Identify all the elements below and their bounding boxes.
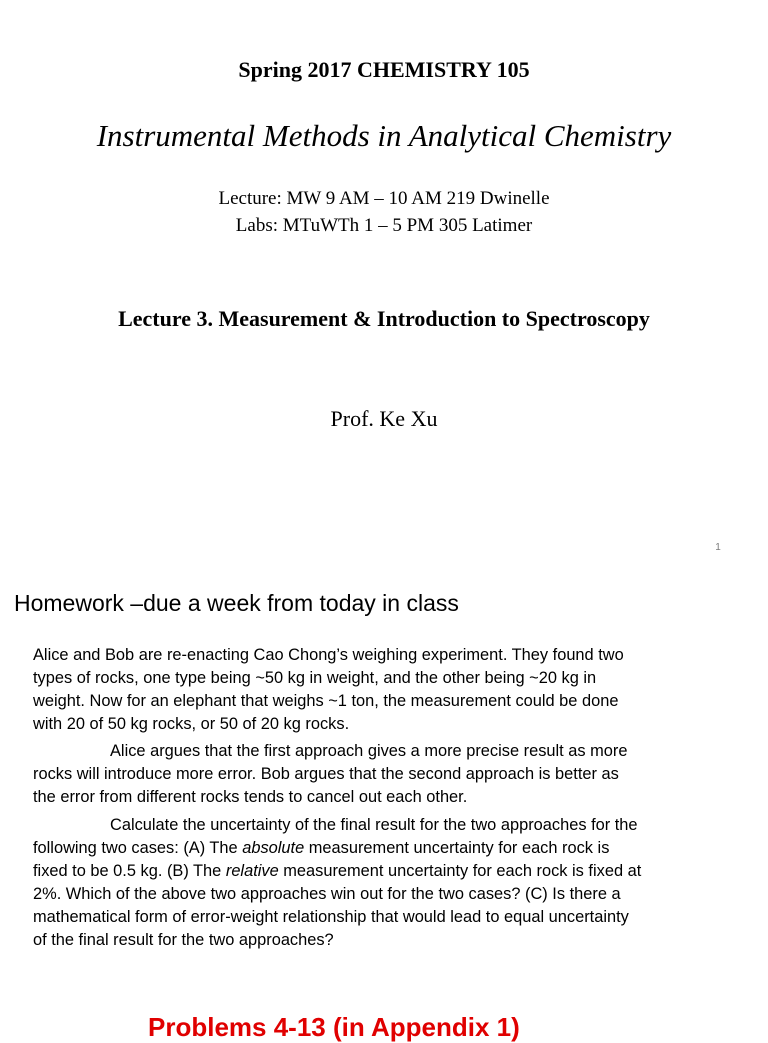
paragraph-line <box>33 837 758 860</box>
text-run: fixed to be 0.5 kg. (B) The <box>33 862 226 880</box>
paragraph-line <box>33 860 758 883</box>
paragraph-line: Alice and Bob are re-enacting Cao Chong’s weighing experiment. They found two <box>33 646 624 664</box>
paragraph-line: mathematical form of error-weight relationship that would lead to equal uncertainty <box>33 908 629 926</box>
paragraph-line: weight. Now for an elephant that weighs ~1 ton, the measurement could be done <box>33 692 619 710</box>
paragraph-line: types of rocks, one type being ~50 kg in weight, and the other being ~20 kg in <box>33 669 597 687</box>
text-run: measurement uncertainty for each rock is <box>304 839 610 857</box>
lecture-schedule: Lecture: MW 9 AM – 10 AM 219 Dwinelle <box>218 188 550 209</box>
paragraph-line: the error from different rocks tends to cancel out each other. <box>33 788 468 806</box>
emphasis-absolute: absolute <box>242 839 305 857</box>
paragraph-line: rocks will introduce more error. Bob argues that the second approach is better as <box>33 765 619 783</box>
lecture-title: Lecture 3. Measurement & Introduction to Spectroscopy <box>118 306 650 331</box>
page-number: 1 <box>715 542 721 553</box>
homework-paragraph-2 <box>33 740 758 809</box>
text-run: following two cases: (A) The <box>33 839 243 857</box>
homework-paragraph-3 <box>33 814 758 952</box>
paragraph-line: Alice argues that the first approach gives a more precise result as more <box>110 742 628 760</box>
emphasis-relative: relative <box>225 862 279 880</box>
course-title: Spring 2017 CHEMISTRY 105 <box>238 57 530 82</box>
text-run: measurement uncertainty for each rock is fixed at <box>278 862 642 880</box>
paragraph-line: of the final result for the two approaches? <box>33 931 334 949</box>
paragraph-line: 2%. Which of the above two approaches win out for the two cases? (C) Is there a <box>33 885 621 903</box>
homework-paragraph-1 <box>33 644 758 736</box>
homework-heading: Homework –due a week from today in class <box>14 590 459 616</box>
professor-name: Prof. Ke Xu <box>330 406 438 431</box>
labs-schedule: Labs: MTuWTh 1 – 5 PM 305 Latimer <box>235 215 533 236</box>
paragraph-line: Calculate the uncertainty of the final result for the two approaches for the <box>110 816 638 834</box>
course-subtitle: Instrumental Methods in Analytical Chemistry <box>96 118 672 153</box>
problems-heading: Problems 4-13 (in Appendix 1) <box>148 1012 520 1042</box>
paragraph-line: with 20 of 50 kg rocks, or 50 of 20 kg rocks. <box>33 715 350 733</box>
homework-slide <box>0 570 768 1042</box>
